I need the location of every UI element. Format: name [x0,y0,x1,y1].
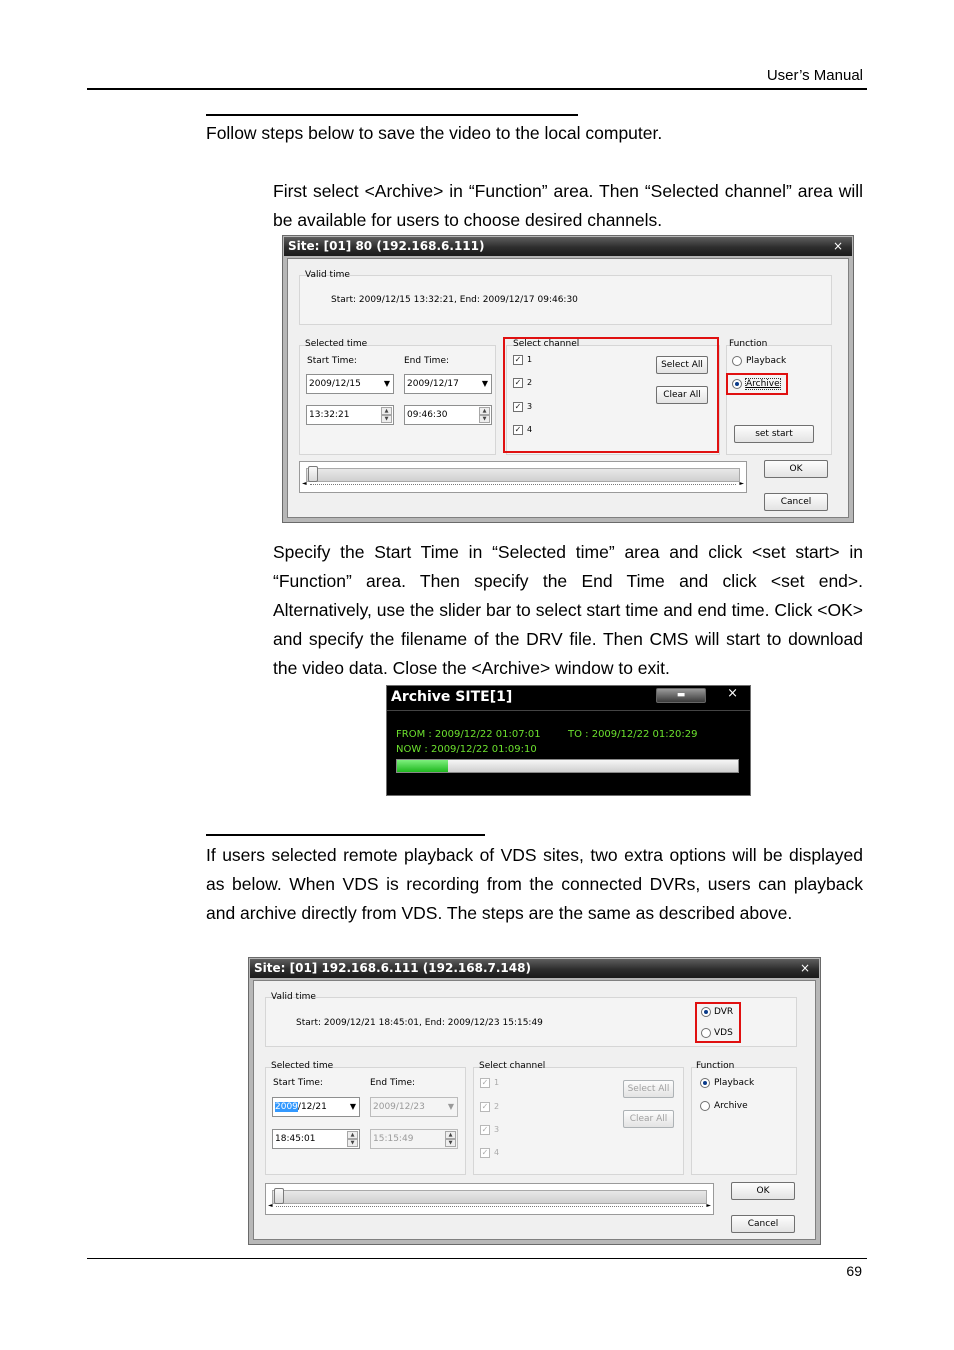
spin-down-icon: ▼ [445,1139,456,1147]
valid-time-label: Valid time [305,270,350,280]
end-clock-spinner[interactable] [404,405,492,425]
valid-time-label: Valid time [271,992,316,1002]
vds-label: VDS [714,1028,733,1038]
archive-progress-window [386,685,751,796]
archive-label: Archive [746,379,780,389]
start-date-selected: 2009 [275,1102,298,1112]
channel-checkbox-2: ✓ [481,1102,489,1111]
end-clock-value: 09:46:30 [407,410,448,420]
clear-all-button[interactable]: Clear All [656,386,708,404]
start-time-label: Start Time: [307,356,357,366]
start-clock-value: 18:45:01 [275,1134,316,1144]
close-icon[interactable]: × [832,239,843,253]
cancel-button[interactable]: Cancel [731,1215,795,1233]
end-clock-value: 15:15:49 [373,1134,414,1144]
slider-thumb[interactable] [274,1188,284,1204]
spin-up-icon[interactable]: ▲ [479,407,490,415]
spin-up-icon[interactable]: ▲ [381,407,392,415]
footer-rule [87,1258,867,1259]
archive-dialog-2 [248,957,821,1245]
step1-text: First select <Archive> in “Function” area. Then “Selected channel” area will be available for users to choose desired channels. [273,181,863,230]
channel-checkbox-3[interactable]: ✓ [514,402,522,411]
slider-ticks [310,484,736,488]
start-date-rest: /12/21 [297,1102,327,1112]
vds-text: If users selected remote playback of VDS sites, two extra options will be displayed as below. When VDS is recording from the connected DVRs, users can playback and archive directly from VDS. The steps are the same as described above. [206,845,863,923]
start-time-label: Start Time: [273,1078,323,1088]
playback-radio[interactable] [732,356,742,366]
chevron-down-icon[interactable]: ▼ [349,1102,356,1111]
header-rule [87,88,867,90]
slider-thumb[interactable] [308,466,318,482]
intro-text: Follow steps below to save the video to the local computer. [206,123,663,143]
dialog1-title: Site: [01] 80 (192.168.6.111) [284,237,852,256]
end-date-value: 2009/12/23 [373,1102,425,1112]
ok-button[interactable]: OK [731,1182,795,1200]
close-icon[interactable]: × [799,961,810,975]
slider-track [306,468,740,482]
valid-time-range: Start: 2009/12/21 18:45:01, End: 2009/12/23 15:15:49 [296,1018,543,1028]
end-date-value: 2009/12/17 [407,379,459,389]
channel-label-1: 1 [527,355,533,364]
end-time-label: End Time: [404,356,450,366]
archive-dialog-1 [282,235,854,523]
select-all-button[interactable]: Select All [656,356,708,374]
dvr-label: DVR [714,1007,734,1017]
channel-checkbox-4[interactable]: ✓ [514,425,522,434]
highlight-archive [726,373,788,395]
end-time-label: End Time: [370,1078,416,1088]
select-all-button: Select All [623,1080,674,1098]
spin-down-icon[interactable]: ▼ [479,415,490,423]
channel-label-4: 4 [527,425,533,434]
playback-label: Playback [746,356,787,366]
channel-checkbox-2[interactable]: ✓ [514,378,522,387]
right-arrow-icon: ► [739,480,744,487]
playback-label: Playback [714,1078,755,1088]
channel-checkbox-1: ✓ [481,1078,489,1087]
start-date-combo[interactable] [306,374,394,394]
start-date-value: 2009/12/15 [309,379,361,389]
function-label: Function [696,1061,735,1071]
end-clock-spinner [370,1129,458,1149]
left-arrow-icon: ◄ [302,480,307,487]
highlight-channel [503,337,719,453]
channel-label-4: 4 [494,1148,500,1157]
channel-label-1: 1 [494,1078,500,1087]
start-clock-spinner[interactable] [306,405,394,425]
channel-checkbox-3: ✓ [481,1125,489,1134]
highlight-dvr-vds [695,1002,741,1043]
spin-down-icon[interactable]: ▼ [347,1139,358,1147]
time-slider[interactable] [265,1183,714,1215]
cancel-button[interactable]: Cancel [764,493,828,511]
time-slider[interactable] [299,461,747,493]
chevron-down-icon: ▼ [447,1102,454,1111]
start-clock-spinner[interactable] [272,1129,360,1149]
spin-up-icon[interactable]: ▲ [347,1131,358,1139]
valid-time-range: Start: 2009/12/15 13:32:21, End: 2009/12/17 09:46:30 [331,295,578,305]
slider-ticks [276,1206,703,1210]
set-start-button[interactable]: set start [734,425,814,443]
start-clock-value: 13:32:21 [309,410,350,420]
archive-window-title: Archive SITE[1] [391,689,513,705]
archive-progress-fill [397,760,448,772]
archive-progress-bar [396,759,739,773]
spin-up-icon: ▲ [445,1131,456,1139]
channel-label-3: 3 [494,1125,500,1134]
title-divider [387,710,750,711]
section-rule-1 [206,114,578,116]
chevron-down-icon[interactable]: ▼ [481,379,488,388]
section-rule-2 [206,834,485,836]
start-date-combo[interactable] [272,1097,360,1117]
channel-checkbox-4: ✓ [481,1148,489,1157]
end-date-combo [370,1097,458,1117]
select-channel-label: Select channel [479,1061,546,1071]
channel-checkbox-1[interactable]: ✓ [514,355,522,364]
channel-label-2: 2 [494,1102,500,1111]
archive-to: TO : 2009/12/22 01:20:29 [568,729,698,740]
archive-radio[interactable] [700,1101,710,1111]
archive-now: NOW : 2009/12/22 01:09:10 [396,744,537,755]
channel-label-2: 2 [527,378,533,387]
archive-label: Archive [714,1101,748,1111]
left-arrow-icon: ◄ [268,1202,273,1209]
channel-label-3: 3 [527,402,533,411]
chevron-down-icon[interactable]: ▼ [383,379,390,388]
selected-time-label: Selected time [271,1061,334,1071]
ok-button[interactable]: OK [764,460,828,478]
close-icon[interactable]: × [727,686,738,701]
step2-text: Specify the Start Time in “Selected time” area and click <set start> in “Function” area. Then specify the End Time and click <set end>. Alternatively, use the slider bar to select start time and end time. Click <OK> and specify the filename of the DRV file. Then CMS will start to download the video data. Close the <Archive> window to exit. [273,542,863,678]
minimize-icon[interactable]: ▬ [656,688,706,703]
right-arrow-icon: ► [706,1202,711,1209]
select-channel-label: Select channel [513,339,580,349]
header-title: User’s Manual [766,67,863,84]
spin-down-icon[interactable]: ▼ [381,415,392,423]
archive-from: FROM : 2009/12/22 01:07:01 [396,729,541,740]
page-number: 69 [846,1263,862,1279]
slider-track [272,1190,707,1204]
clear-all-button: Clear All [623,1110,674,1128]
playback-radio[interactable] [700,1078,710,1088]
selected-time-label: Selected time [305,339,368,349]
function-label: Function [729,339,768,349]
dialog2-title: Site: [01] 192.168.6.111 (192.168.7.148) [250,959,819,978]
end-date-combo[interactable] [404,374,492,394]
